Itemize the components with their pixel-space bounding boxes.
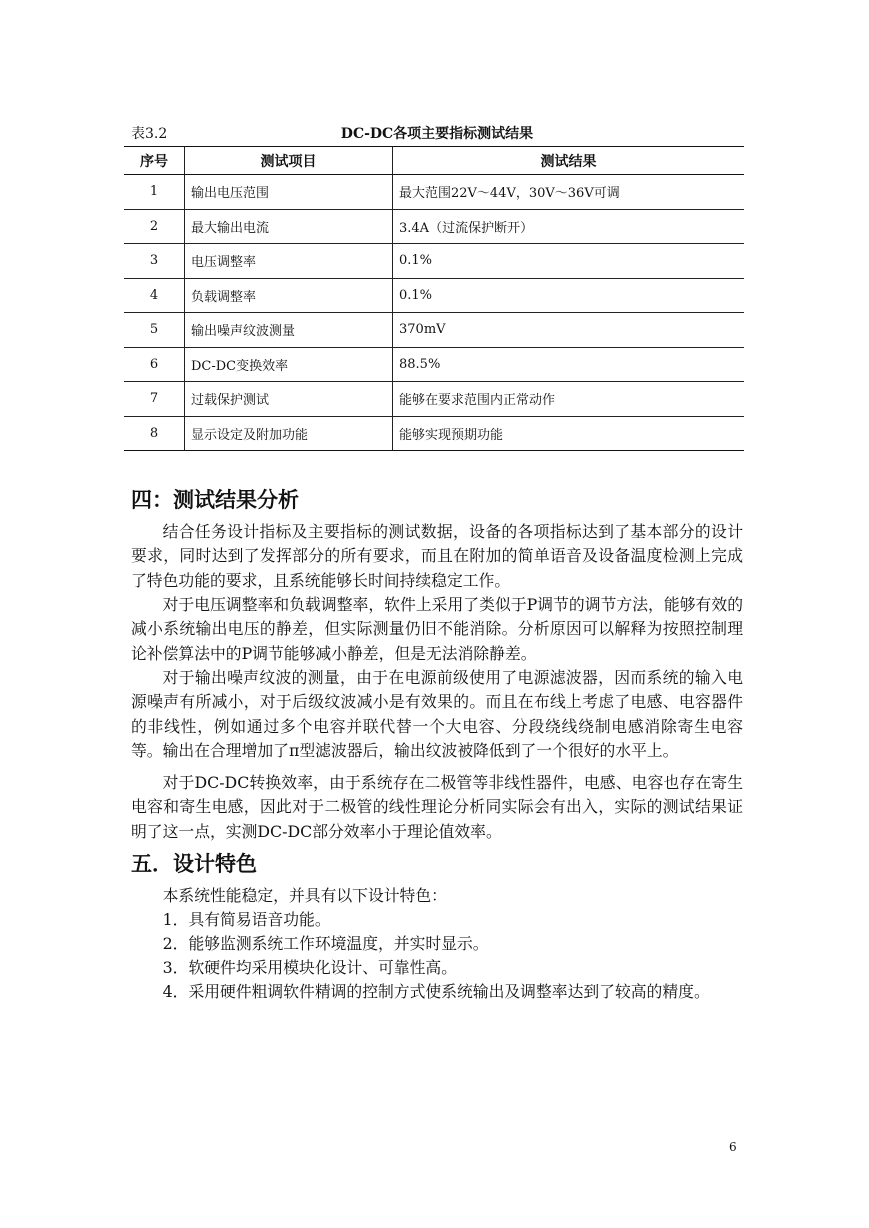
row-item: 最大输出电流 (185, 209, 393, 244)
section-4-paragraph-3: 对于输出噪声纹波的测量，由于在电源前级使用了电源滤波器，因而系统的输入电源噪声有所减小，对于后级纹波减小是有效果的。而且在布线上考虑了电感、电容器件的非线性，例如通过多个电容并联代替一个大电容、分段绕线绕制电感消除寄生电容等。输出在合理增加了π型滤波器后，输出纹波被降低到了一个很好的水平上。 (131, 668, 743, 760)
row-index: 8 (124, 416, 185, 451)
row-result: 能够实现预期功能 (393, 416, 745, 451)
row-result: 0.1% (393, 278, 745, 313)
row-result: 88.5% (393, 347, 745, 382)
header-test-item: 测试项目 (185, 147, 393, 175)
row-item: 电压调整率 (185, 244, 393, 279)
feature-item-2: 2．能够监测系统工作环境温度，并实时显示。 (162, 934, 489, 953)
row-index: 7 (124, 382, 185, 417)
section-5-heading: 五．设计特色 (131, 851, 257, 876)
page-number: 6 (729, 1140, 737, 1154)
row-item: DC-DC变换效率 (185, 347, 393, 382)
table-row (124, 244, 744, 279)
row-item: 显示设定及附加功能 (185, 416, 393, 451)
row-index: 2 (124, 209, 185, 244)
section-4-paragraph-2: 对于电压调整率和负载调整率，软件上采用了类似于P调节的调节方法，能够有效的减小系统输出电压的静差，但实际测量仍旧不能消除。分析原因可以解释为按照控制理论补偿算法中的P调节能够减小静差，但是无法消除静差。 (131, 595, 743, 663)
table-row (124, 313, 744, 348)
row-result: 370mV (393, 313, 745, 348)
header-test-result: 测试结果 (393, 147, 745, 175)
row-result: 3.4A（过流保护断开） (393, 209, 745, 244)
table-caption (131, 124, 743, 144)
section-5-intro: 本系统性能稳定，并具有以下设计特色： (162, 886, 447, 905)
row-result: 0.1% (393, 244, 745, 279)
table-row (124, 209, 744, 244)
row-index: 1 (124, 175, 185, 210)
section-4-paragraph-1: 结合任务设计指标及主要指标的测试数据，设备的各项指标达到了基本部分的设计要求，同时达到了发挥部分的所有要求，而且在附加的简单语音及设备温度检测上完成了特色功能的要求，且系统能够长时间持续稳定工作。 (131, 522, 743, 590)
row-result: 最大范围22V～44V，30V～36V可调 (393, 175, 745, 210)
row-item: 过载保护测试 (185, 382, 393, 417)
feature-item-3: 3．软硬件均采用模块化设计、可靠性高。 (162, 958, 457, 977)
table-row (124, 347, 744, 382)
table-label: 表3.2 (131, 126, 168, 142)
table-row (124, 175, 744, 210)
section-4-heading: 四：测试结果分析 (131, 487, 299, 512)
feature-item-4: 4．采用硬件粗调软件精调的控制方式使系统输出及调整率达到了较高的精度。 (162, 982, 710, 1001)
feature-item-1: 1．具有简易语音功能。 (162, 910, 331, 929)
table-title: DC-DC各项主要指标测试结果 (340, 126, 534, 142)
row-index: 5 (124, 313, 185, 348)
row-index: 6 (124, 347, 185, 382)
row-result: 能够在要求范围内正常动作 (393, 382, 745, 417)
table-row (124, 382, 744, 417)
table-header-row (124, 147, 744, 175)
table-row (124, 278, 744, 313)
row-item: 输出噪声纹波测量 (185, 313, 393, 348)
row-index: 3 (124, 244, 185, 279)
header-index: 序号 (124, 147, 185, 175)
table-row (124, 416, 744, 451)
results-table (124, 146, 744, 451)
row-index: 4 (124, 278, 185, 313)
section-4-paragraph-4: 对于DC-DC转换效率，由于系统存在二极管等非线性器件，电感、电容也存在寄生电容和寄生电感，因此对于二极管的线性理论分析同实际会有出入，实际的测试结果证明了这一点，实测DC-DC部分效率小于理论值效率。 (131, 773, 743, 841)
row-item: 输出电压范围 (185, 175, 393, 210)
row-item: 负载调整率 (185, 278, 393, 313)
